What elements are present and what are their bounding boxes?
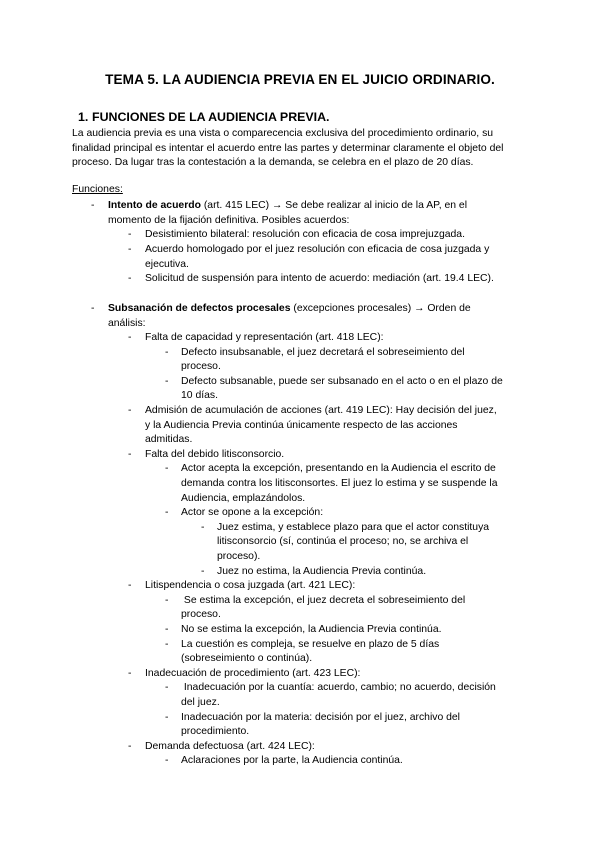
list-dash: -	[165, 682, 169, 694]
function-1-line-1	[108, 199, 467, 214]
funciones-heading: Funciones:	[72, 184, 123, 195]
list-item-cont: litisconsorcio (sí, continúa el proceso; no, se archiva el	[217, 536, 469, 548]
list-dash: -	[201, 565, 205, 577]
document-title: TEMA 5. LA AUDIENCIA PREVIA EN EL JUICIO ORDINARIO.	[105, 72, 495, 87]
defect-a-label: Falta de capacidad y representación (art. 418 LEC):	[145, 332, 384, 343]
list-item-cont: proceso.	[181, 609, 221, 621]
list-dash: -	[165, 594, 169, 606]
list-dash: -	[165, 375, 169, 387]
list-item: Aclaraciones por la parte, la Audiencia continúa.	[181, 755, 403, 767]
list-item-cont: procedimiento.	[181, 726, 250, 738]
function-2-title: Subsanación de defectos procesales	[108, 303, 291, 314]
list-dash: -	[165, 463, 169, 475]
section-number: 1.	[78, 110, 89, 124]
list-dash: -	[128, 405, 132, 416]
list-dash: -	[128, 580, 132, 592]
list-item: Inadecuación por la materia: decisión por el juez, archivo del	[181, 711, 460, 723]
section-heading	[78, 110, 330, 124]
list-item: Juez estima, y establece plazo para que el actor constituya	[217, 521, 490, 533]
function-1-title: Intento de acuerdo	[108, 200, 201, 211]
list-dash: -	[128, 332, 132, 343]
function-1-text: (art. 415 LEC) → Se debe realizar al inicio de la AP, en el	[200, 200, 468, 211]
list-dash: -	[165, 755, 169, 767]
defect-f-label: Demanda defectuosa (art. 424 LEC):	[145, 740, 315, 752]
list-item: No se estima la excepción, la Audiencia Previa continúa.	[181, 624, 442, 635]
list-dash: -	[201, 521, 205, 533]
list-dash: -	[128, 273, 132, 284]
list-dash: -	[165, 624, 169, 635]
list-dash: -	[91, 303, 95, 314]
list-item: Desistimiento bilateral: resolución con eficacia de cosa imprejuzgada.	[145, 229, 465, 240]
list-item: Juez no estima, la Audiencia Previa continúa.	[217, 565, 427, 577]
defect-c-label: Falta del debido litisconsorcio.	[145, 448, 285, 460]
defect-b-line-2: y la Audiencia Previa continúa únicamente respecto de las acciones	[145, 419, 458, 431]
list-item: Defecto subsanable, puede ser subsanado en el acto o en el plazo de	[181, 375, 503, 387]
function-2-line-2: análisis:	[108, 317, 146, 329]
list-item-cont: demanda contra los litisconsortes. El juez lo estima y se suspende la	[181, 478, 498, 489]
list-dash: -	[91, 200, 95, 211]
list-item-cont: (sobreseimiento o continúa).	[181, 653, 313, 665]
defect-d-label: Litispendencia o cosa juzgada (art. 421 LEC):	[145, 580, 356, 592]
list-item: La cuestión es compleja, se resuelve en plazo de 5 días	[181, 638, 440, 650]
list-item: Inadecuación por la cuantía: acuerdo, cambio; no acuerdo, decisión	[181, 682, 496, 694]
list-item: Defecto insubsanable, el juez decretará el sobreseimiento del	[181, 346, 465, 358]
list-item-cont: Audiencia, emplazándolos.	[181, 492, 306, 504]
list-item-cont: 10 días.	[181, 390, 218, 402]
list-item: Acuerdo homologado por el juez resolución con eficacia de cosa juzgada y	[145, 244, 490, 255]
list-dash: -	[165, 638, 169, 650]
list-item: Solicitud de suspensión para intento de acuerdo: mediación (art. 19.4 LEC).	[145, 273, 494, 284]
list-item-cont: proceso).	[217, 551, 261, 562]
intro-paragraph: La audiencia previa es una vista o comparecencia exclusiva del procedimiento ordinario, su finalidad principal es intentar el acuerdo entre las partes y determinar claramente el objeto del proceso. Da lugar tras la contestación a la demanda, se celebra en el plazo de 20 días.	[72, 128, 504, 169]
list-dash: -	[128, 448, 132, 460]
defect-b-line-1: Admisión de acumulación de acciones (art. 419 LEC): Hay decisión del juez,	[145, 405, 497, 416]
list-item: Actor se opone a la excepción:	[181, 507, 324, 519]
list-dash: -	[128, 740, 132, 752]
function-2-text: (excepciones procesales) → Orden de	[290, 303, 471, 314]
list-dash: -	[128, 667, 132, 679]
list-dash: -	[128, 244, 132, 255]
list-item: Actor acepta la excepción, presentando en la Audiencia el escrito de	[181, 463, 496, 475]
list-dash: -	[128, 229, 132, 240]
defect-e-label: Inadecuación de procedimiento (art. 423 LEC):	[145, 667, 361, 679]
list-dash: -	[165, 711, 169, 723]
list-item-cont: ejecutiva.	[145, 258, 189, 270]
defect-b-line-3: admitidas.	[145, 434, 193, 446]
function-2-line-1	[108, 302, 471, 317]
list-dash: -	[165, 346, 169, 358]
section-heading-text: FUNCIONES DE LA AUDIENCIA PREVIA.	[92, 110, 330, 124]
list-item-cont: del juez.	[181, 697, 220, 708]
list-item: Se estima la excepción, el juez decreta el sobreseimiento del	[181, 594, 466, 606]
list-item-cont: proceso.	[181, 361, 221, 373]
list-dash: -	[165, 507, 169, 519]
function-1-line-2: momento de la fijación definitiva. Posibles acuerdos:	[108, 214, 350, 226]
